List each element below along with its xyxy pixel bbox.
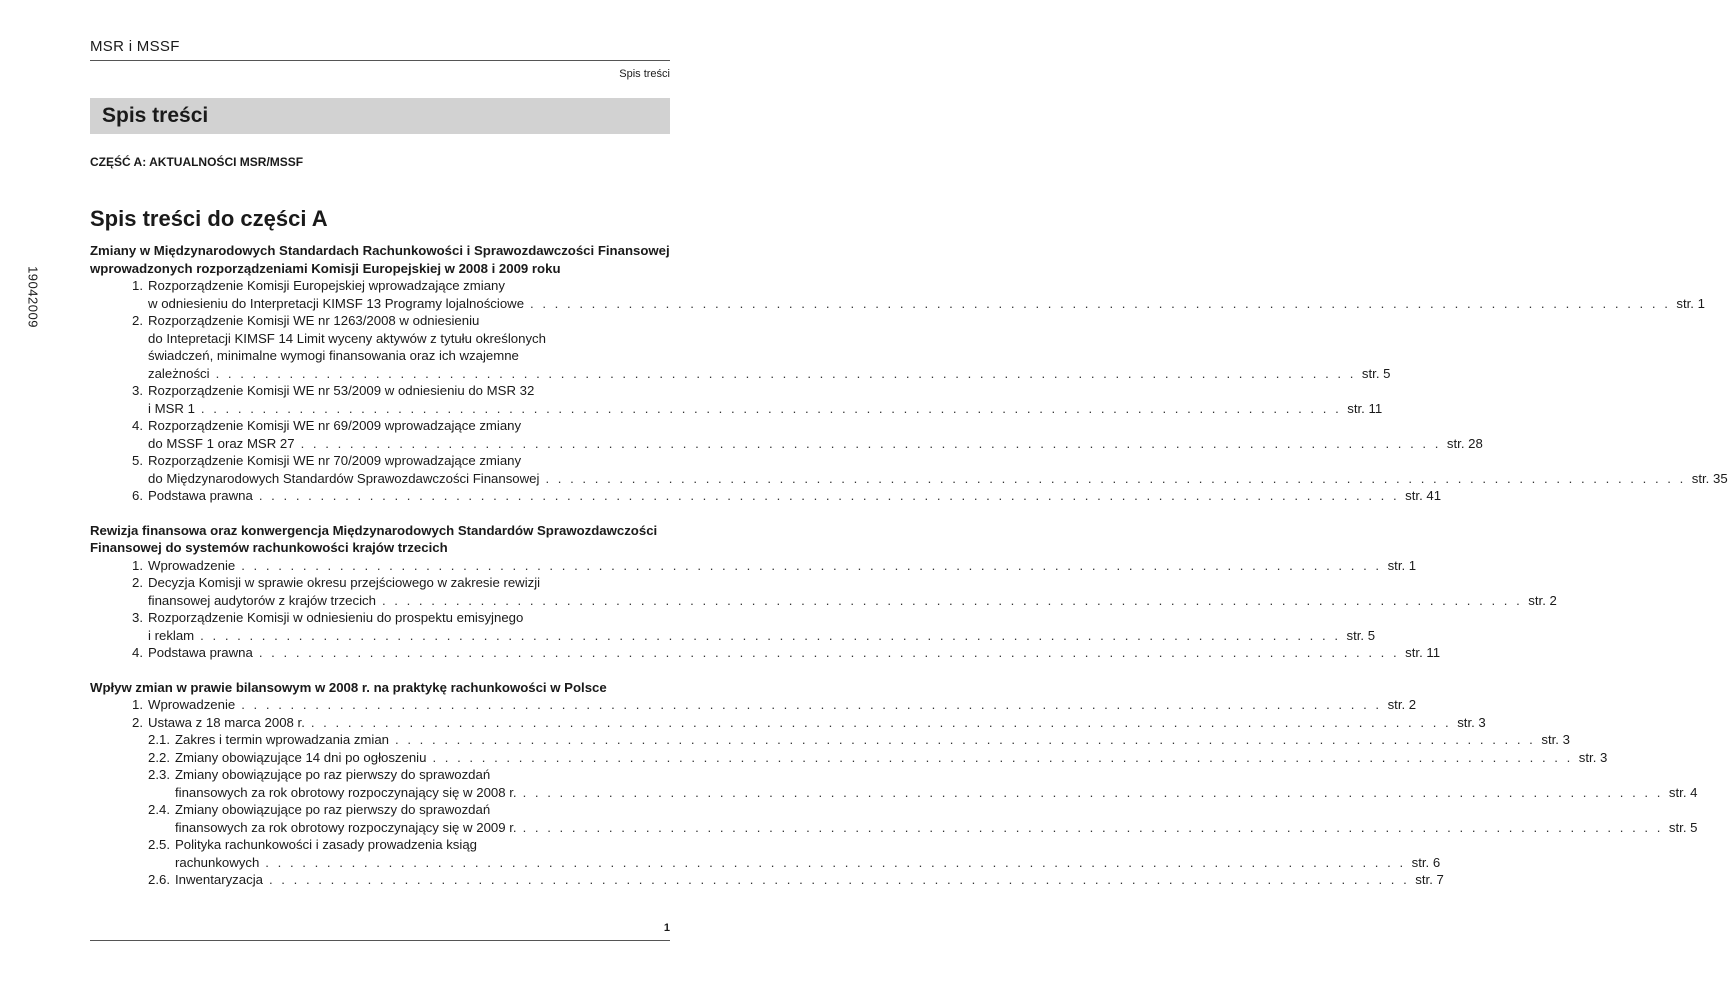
toc-entry-number: 2.2.: [148, 749, 170, 765]
dot-leader: [382, 592, 1522, 610]
toc-entry-body: [148, 574, 1557, 609]
toc-entry-text: rachunkowych: [175, 854, 260, 870]
section-title: Spis treści do części A: [90, 206, 328, 231]
toc-entry[interactable]: [90, 731, 1570, 749]
running-header-section: Spis treści: [619, 68, 670, 80]
toc-entry-last-line: [148, 592, 1557, 610]
toc-entry-number: 2.4.: [148, 802, 170, 817]
toc-entry[interactable]: [90, 417, 1483, 452]
dot-leader: [201, 400, 1341, 418]
toc-page-ref[interactable]: str. 3: [1578, 749, 1608, 765]
toc-entry[interactable]: [90, 644, 1441, 662]
toc-entry-body: [148, 452, 1728, 487]
toc-entry-last-line: [175, 784, 1698, 802]
toc-entry-text: zależności: [148, 365, 210, 381]
toc-entry-number: 2.: [132, 575, 143, 590]
toc-entry[interactable]: [90, 836, 1441, 871]
toc-entry-number: 1.: [132, 557, 143, 573]
page-title: Spis treści: [102, 104, 209, 127]
dot-leader: [523, 819, 1663, 837]
part-label: CZĘŚĆ A: AKTUALNOŚCI MSR/MSSF: [90, 155, 304, 169]
toc-entry-line: Polityka rachunkowości i zasady prowadzenia ksiąg: [175, 837, 477, 852]
toc-entry-body: [175, 731, 1570, 749]
toc-group: [90, 242, 1728, 505]
toc-entry[interactable]: [90, 801, 1698, 836]
toc-entry-body: [148, 312, 1391, 382]
dot-leader: [216, 365, 1356, 383]
toc-entry-body: [175, 836, 1440, 871]
toc-entry-text: Wprowadzenie: [148, 697, 236, 712]
toc-entry-text: Inwentaryzacja: [175, 872, 263, 887]
toc-entry-last-line: [148, 295, 1705, 313]
toc-entry-last-line: [148, 627, 1375, 645]
toc-entry-number: 2.1.: [148, 732, 170, 747]
toc-entry-text: Podstawa prawna: [148, 488, 253, 503]
toc-page-ref[interactable]: str. 3: [1457, 714, 1486, 730]
toc-entry[interactable]: [90, 766, 1698, 801]
toc-entry-line: Zmiany obowiązujące po raz pierwszy do sprawozdań: [175, 802, 491, 817]
toc-page-ref[interactable]: str. 28: [1446, 435, 1483, 451]
dot-leader: [432, 749, 1572, 767]
toc-group-title: Rewizja finansowa oraz konwergencja Międzynarodowych Standardów Sprawozdawczości Finansowej do systemów rachunkowości krajów trzecich: [90, 522, 658, 555]
toc-entry[interactable]: [90, 714, 1486, 732]
toc-entry-text: i reklam: [148, 627, 195, 643]
dot-leader: [530, 295, 1670, 313]
side-code-label: [24, 262, 42, 332]
page-title-banner: [90, 98, 670, 134]
toc-page-ref[interactable]: str. 5: [1668, 819, 1698, 835]
toc-page-ref[interactable]: str. 1: [1387, 557, 1417, 573]
toc-page-ref[interactable]: str. 2: [1387, 697, 1417, 712]
dot-leader: [523, 784, 1663, 802]
toc-entry-text: Zmiany obowiązujące 14 dni po ogłoszeniu: [175, 749, 427, 765]
toc-page-ref[interactable]: str. 4: [1668, 784, 1698, 800]
toc-entry-last-line: [148, 365, 1391, 383]
dot-leader: [311, 714, 1451, 732]
toc-entry-number: 2.: [132, 714, 143, 730]
toc-entry-line: Rozporządzenie Komisji WE nr 53/2009 w odniesieniu do MSR 32: [148, 383, 535, 398]
dot-leader: [200, 627, 1340, 645]
toc-entry-number: 2.: [132, 313, 143, 328]
toc-entry[interactable]: [90, 871, 1444, 889]
toc-entry-last-line: [175, 854, 1440, 872]
toc-page-ref[interactable]: str. 41: [1405, 488, 1442, 503]
toc-page-ref[interactable]: str. 6: [1411, 854, 1441, 870]
toc-entry-text: i MSR 1: [148, 400, 195, 416]
toc-entry-line: do Intepretacji KIMSF 14 Limit wyceny aktywów z tytułu określonych: [148, 330, 546, 346]
toc-entry-line: świadczeń, minimalne wymogi finansowania oraz ich wzajemne: [148, 348, 519, 363]
toc-entry-body: [148, 609, 1375, 644]
dot-leader: [301, 435, 1441, 453]
toc-entry-last-line: [148, 487, 1441, 505]
toc-group: [90, 522, 1557, 662]
dot-leader: [259, 644, 1399, 662]
dot-leader: [241, 696, 1381, 714]
toc-entry-last-line: [175, 731, 1570, 749]
toc-entry[interactable]: [90, 749, 1608, 767]
toc-entry[interactable]: [90, 452, 1728, 487]
toc-entry-text: do MSSF 1 oraz MSR 27: [148, 435, 295, 451]
toc-entry-number: 3.: [132, 383, 143, 398]
toc-entry-text: Wprowadzenie: [148, 557, 236, 573]
toc-entry-body: [148, 417, 1483, 452]
page-number: 1: [663, 922, 670, 934]
toc-entry-last-line: [148, 400, 1382, 418]
toc-entry-last-line: [148, 714, 1486, 732]
toc-entry-last-line: [148, 644, 1440, 662]
toc-entry-line: Rozporządzenie Komisji Europejskiej wprowadzające zmiany: [148, 278, 505, 293]
toc-entry-number: 1.: [132, 697, 143, 712]
toc-entry-body: [148, 277, 1705, 312]
toc-entry[interactable]: [90, 487, 1442, 505]
toc-entry-body: [175, 801, 1698, 836]
toc-page-ref[interactable]: str. 1: [1676, 295, 1705, 311]
toc-entry-text: Zakres i termin wprowadzania zmian: [175, 732, 390, 747]
toc-entry-line: Rozporządzenie Komisji WE nr 69/2009 wprowadzające zmiany: [148, 418, 522, 433]
toc-entry-number: 4.: [132, 645, 143, 660]
dot-leader: [265, 854, 1405, 872]
toc-entry-body: [148, 557, 1416, 575]
toc-entry-last-line: [175, 749, 1607, 767]
toc-page-ref[interactable]: str. 11: [1405, 645, 1441, 660]
toc-entry-line: Rozporządzenie Komisji WE nr 1263/2008 w odniesieniu: [148, 313, 480, 328]
toc-entry-text: finansowych za rok obrotowy rozpoczynający się w 2009 r.: [175, 819, 517, 835]
dot-leader: [545, 470, 1685, 488]
toc-entry[interactable]: [90, 574, 1557, 609]
running-header-title: MSR i MSSF: [90, 38, 180, 55]
toc-entry-body: [148, 644, 1440, 662]
dot-leader: [269, 871, 1409, 889]
toc-entry[interactable]: [90, 312, 1391, 382]
toc-entry-line: Rozporządzenie Komisji WE nr 70/2009 wprowadzające zmiany: [148, 453, 522, 468]
toc-entry-body: [148, 696, 1416, 714]
toc-entry[interactable]: [90, 557, 1417, 575]
toc-page-ref[interactable]: str. 5: [1346, 627, 1376, 643]
toc-entry[interactable]: [90, 382, 1383, 417]
toc-page-ref[interactable]: str. 3: [1541, 732, 1570, 747]
toc-entry-number: 5.: [132, 453, 143, 468]
toc-entry-body: [148, 714, 1486, 732]
header-rule: [90, 60, 670, 61]
toc-entry[interactable]: [90, 609, 1376, 644]
toc-entry-number: 2.3.: [148, 767, 170, 782]
side-code-text: 19042009: [25, 266, 41, 328]
toc-entry-body: [148, 382, 1382, 417]
toc-entry-number: 4.: [132, 418, 143, 433]
toc-entry-text: w odniesieniu do Interpretacji KIMSF 13 Programy lojalnościowe: [148, 295, 525, 311]
dot-leader: [259, 487, 1399, 505]
toc-entry-body: [148, 487, 1441, 505]
toc-entry-line: Rozporządzenie Komisji w odniesieniu do prospektu emisyjnego: [148, 610, 524, 625]
toc-entry-text: Ustawa z 18 marca 2008 r.: [148, 714, 305, 730]
toc-entry[interactable]: [90, 696, 1417, 714]
toc-entry-number: 3.: [132, 610, 143, 625]
toc-entry-number: 2.5.: [148, 837, 170, 852]
toc-entry-last-line: [148, 435, 1483, 453]
toc-page-ref[interactable]: str. 35: [1691, 470, 1728, 486]
toc-entry-text: do Międzynarodowych Standardów Sprawozdawczości Finansowej: [148, 470, 540, 486]
toc-entry-text: finansowej audytorów z krajów trzecich: [148, 592, 376, 608]
toc-entry-last-line: [148, 470, 1728, 488]
dot-leader: [395, 731, 1535, 749]
toc-entry-last-line: [175, 819, 1698, 837]
toc-page-ref[interactable]: str. 2: [1528, 592, 1557, 608]
toc-entry-text: finansowych za rok obrotowy rozpoczynający się w 2008 r.: [175, 784, 517, 800]
table-of-contents: [90, 242, 1728, 906]
toc-page-ref[interactable]: str. 7: [1415, 872, 1444, 887]
toc-entry-last-line: [148, 696, 1416, 714]
toc-entry-last-line: [148, 557, 1416, 575]
toc-group-title: Zmiany w Międzynarodowych Standardach Rachunkowości i Sprawozdawczości Finansowej wprowadzonych rozporządzeniami Komisji Europejskiej w 2008 i 2009 roku: [90, 243, 670, 276]
footer-rule: [90, 940, 670, 941]
toc-entry-last-line: [175, 871, 1444, 889]
toc-entry-number: 2.6.: [148, 872, 170, 887]
toc-entry-number: 1.: [132, 278, 143, 293]
toc-entry-number: 6.: [132, 488, 143, 503]
toc-entry-line: Decyzja Komisji w sprawie okresu przejściowego w zakresie rewizji: [148, 575, 541, 590]
dot-leader: [241, 557, 1381, 575]
toc-group: [90, 679, 1698, 889]
toc-entry-body: [175, 749, 1607, 767]
toc-entry-text: Podstawa prawna: [148, 645, 253, 660]
toc-page-ref[interactable]: str. 5: [1361, 365, 1391, 381]
toc-group-title: Wpływ zmian w prawie bilansowym w 2008 r. na praktykę rachunkowości w Polsce: [90, 679, 607, 695]
toc-entry-body: [175, 766, 1698, 801]
toc-entry-line: Zmiany obowiązujące po raz pierwszy do sprawozdań: [175, 767, 491, 782]
toc-page-ref[interactable]: str. 11: [1347, 400, 1383, 416]
toc-entry[interactable]: [90, 277, 1705, 312]
toc-entry-body: [175, 871, 1444, 889]
